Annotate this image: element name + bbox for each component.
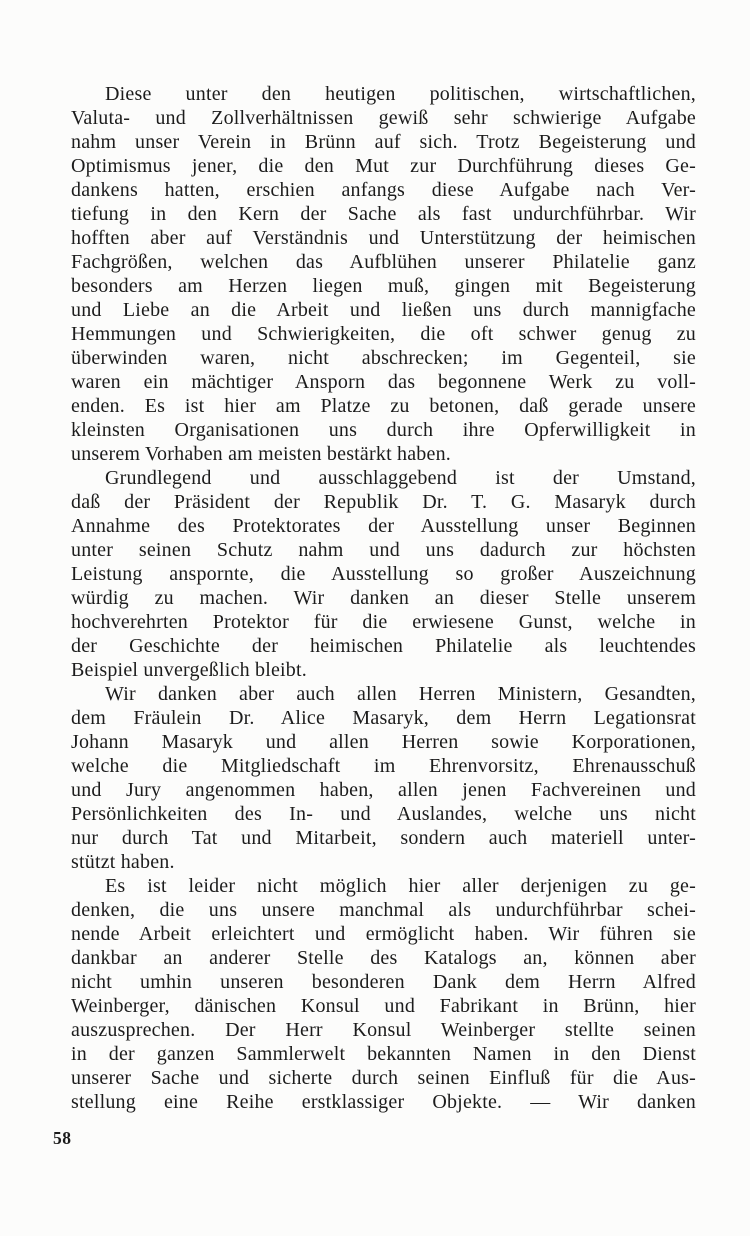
text-line: denken, die uns unsere manchmal als undurchführbar schei-	[71, 899, 696, 921]
text-line: Diese unter den heutigen politischen, wirtschaftlichen,	[105, 83, 696, 105]
text-line: nicht umhin unseren besonderen Dank dem Herrn Alfred	[71, 971, 696, 993]
text-line: Persönlichkeiten des In- und Auslandes, welche uns nicht	[71, 803, 696, 825]
text-line: Valuta- und Zollverhältnissen gewiß sehr schwierige Aufgabe	[71, 107, 696, 129]
text-line: und Liebe an die Arbeit und ließen uns durch mannigfache	[71, 299, 696, 321]
text-line: waren ein mächtiger Ansporn das begonnene Werk zu voll-	[71, 371, 696, 393]
text-line: der Geschichte der heimischen Philatelie als leuchtendes	[71, 635, 696, 657]
text-line: besonders am Herzen liegen muß, gingen mit Begeisterung	[71, 275, 696, 297]
text-line: in der ganzen Sammlerwelt bekannten Namen in den Dienst	[71, 1043, 696, 1065]
text-line: Grundlegend und ausschlaggebend ist der Umstand,	[105, 467, 696, 489]
text-line: enden. Es ist hier am Platze zu betonen, daß gerade unsere	[71, 395, 696, 417]
body-text	[71, 82, 696, 1114]
text-line: Es ist leider nicht möglich hier aller derjenigen zu ge-	[105, 875, 696, 897]
text-line: dankbar an anderer Stelle des Katalogs an, können aber	[71, 947, 696, 969]
text-line: würdig zu machen. Wir danken an dieser Stelle unserem	[71, 587, 696, 609]
text-line: welche die Mitgliedschaft im Ehrenvorsitz, Ehrenausschuß	[71, 755, 696, 777]
text-line: Leistung anspornte, die Ausstellung so großer Auszeichnung	[71, 563, 696, 585]
text-line: hofften aber auf Verständnis und Unterstützung der heimischen	[71, 227, 696, 249]
text-line: hochverehrten Protektor für die erwiesene Gunst, welche in	[71, 611, 696, 633]
text-line: Optimismus jener, die den Mut zur Durchführung dieses Ge-	[71, 155, 696, 177]
text-line: stützt haben.	[71, 851, 175, 873]
text-line: nende Arbeit erleichtert und ermöglicht haben. Wir führen sie	[71, 923, 696, 945]
text-line: unserem Vorhaben am meisten bestärkt haben.	[71, 443, 451, 465]
text-line: unserer Sache und sicherte durch seinen Einfluß für die Aus-	[71, 1067, 696, 1089]
text-line: dankens hatten, erschien anfangs diese Aufgabe nach Ver-	[71, 179, 696, 201]
text-line: und Jury angenommen haben, allen jenen Fachvereinen und	[71, 779, 696, 801]
text-line: Hemmungen und Schwierigkeiten, die oft schwer genug zu	[71, 323, 696, 345]
text-line: nahm unser Verein in Brünn auf sich. Trotz Begeisterung und	[71, 131, 696, 153]
text-line: Weinberger, dänischen Konsul und Fabrikant in Brünn, hier	[71, 995, 696, 1017]
text-line: Wir danken aber auch allen Herren Ministern, Gesandten,	[105, 683, 696, 705]
text-line: dem Fräulein Dr. Alice Masaryk, dem Herrn Legationsrat	[71, 707, 696, 729]
text-line: nur durch Tat und Mitarbeit, sondern auch materiell unter-	[71, 827, 696, 849]
text-line: Fachgrößen, welchen das Aufblühen unserer Philatelie ganz	[71, 251, 696, 273]
text-line: Beispiel unvergeßlich bleibt.	[71, 659, 307, 681]
text-line: stellung eine Reihe erstklassiger Objekte. — Wir danken	[71, 1091, 696, 1113]
text-line: Annahme des Protektorates der Ausstellung unser Beginnen	[71, 515, 696, 537]
text-line: daß der Präsident der Republik Dr. T. G. Masaryk durch	[71, 491, 696, 513]
text-line: Johann Masaryk und allen Herren sowie Korporationen,	[71, 731, 696, 753]
text-line: kleinsten Organisationen uns durch ihre Opferwilligkeit in	[71, 419, 696, 441]
text-line: überwinden waren, nicht abschrecken; im Gegenteil, sie	[71, 347, 696, 369]
page-number: 58	[53, 1128, 72, 1148]
text-line: tiefung in den Kern der Sache als fast undurchführbar. Wir	[71, 203, 696, 225]
text-line: auszusprechen. Der Herr Konsul Weinberger stellte seinen	[71, 1019, 696, 1041]
text-line: unter seinen Schutz nahm und uns dadurch zur höchsten	[71, 539, 696, 561]
